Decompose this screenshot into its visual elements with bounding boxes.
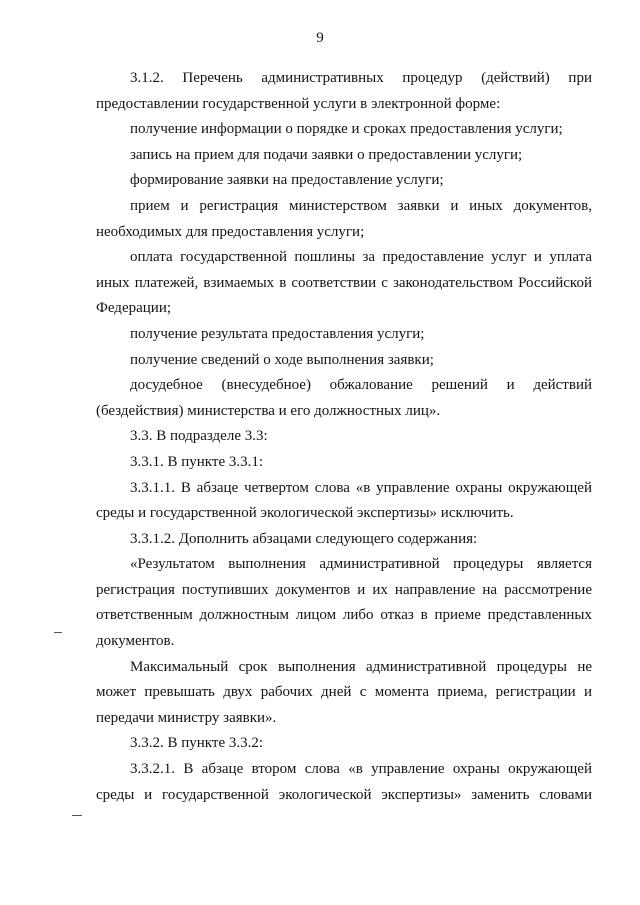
paragraph-3-1-2: 3.1.2. Перечень административных процедур (действий) при предоставлении государственной услуги в электронной форме: (96, 70, 592, 112)
scan-mark (72, 815, 82, 816)
paragraph-3-3-1: 3.3.1. В пункте 3.3.1: (130, 453, 264, 470)
paragraph-result-procedure: «Результатом выполнения административной процедуры является регистрация поступивших документов и их направление на рассмотрение ответственным должностным лицом либо отказ в приеме представленных документов. (96, 556, 592, 650)
list-item-appeal: досудебное (внесудебное) обжалование решений и действий (бездействия) министерства и его должностных лиц». (96, 377, 592, 419)
list-item-result: получение результата предоставления услуги; (130, 325, 425, 342)
list-item-status: получение сведений о ходе выполнения заявки; (130, 351, 434, 368)
paragraph-3-3: 3.3. В подразделе 3.3: (130, 428, 268, 445)
paragraph-3-3-1-1: 3.3.1.1. В абзаце четвертом слова «в управление охраны окружающей среды и государственной экологической экспертизы» исключить. (96, 479, 592, 522)
list-item-info: получение информации о порядке и сроках предоставления услуги; (130, 121, 563, 138)
paragraph-max-term: Максимальный срок выполнения административной процедуры не может превышать двух рабочих дней с момента приема, регистрации и передачи министру заявки». (96, 658, 592, 726)
list-item-form-request: формирование заявки на предоставление услуги; (130, 172, 444, 189)
paragraph-3-3-2-1: 3.3.2.1. В абзаце втором слова «в управление охраны окружающей среды и государственной экологической экспертизы» заменить словами (96, 761, 592, 803)
list-item-appointment: запись на прием для подачи заявки о предоставлении услуги; (130, 146, 523, 163)
paragraph-3-3-1-2: 3.3.1.2. Дополнить абзацами следующего содержания: (130, 530, 478, 547)
document-body (96, 66, 592, 808)
paragraph-3-3-2: 3.3.2. В пункте 3.3.2: (130, 735, 264, 752)
scan-mark (54, 632, 62, 633)
list-item-registration: прием и регистрация министерством заявки и иных документов, необходимых для предоставления услуги; (96, 197, 592, 240)
list-item-payment: оплата государственной пошлины за предоставление услуг и уплата иных платежей, взимаемых в соответствии с законодательством Российской Федерации; (96, 249, 592, 317)
page-number: 9 (316, 30, 324, 46)
